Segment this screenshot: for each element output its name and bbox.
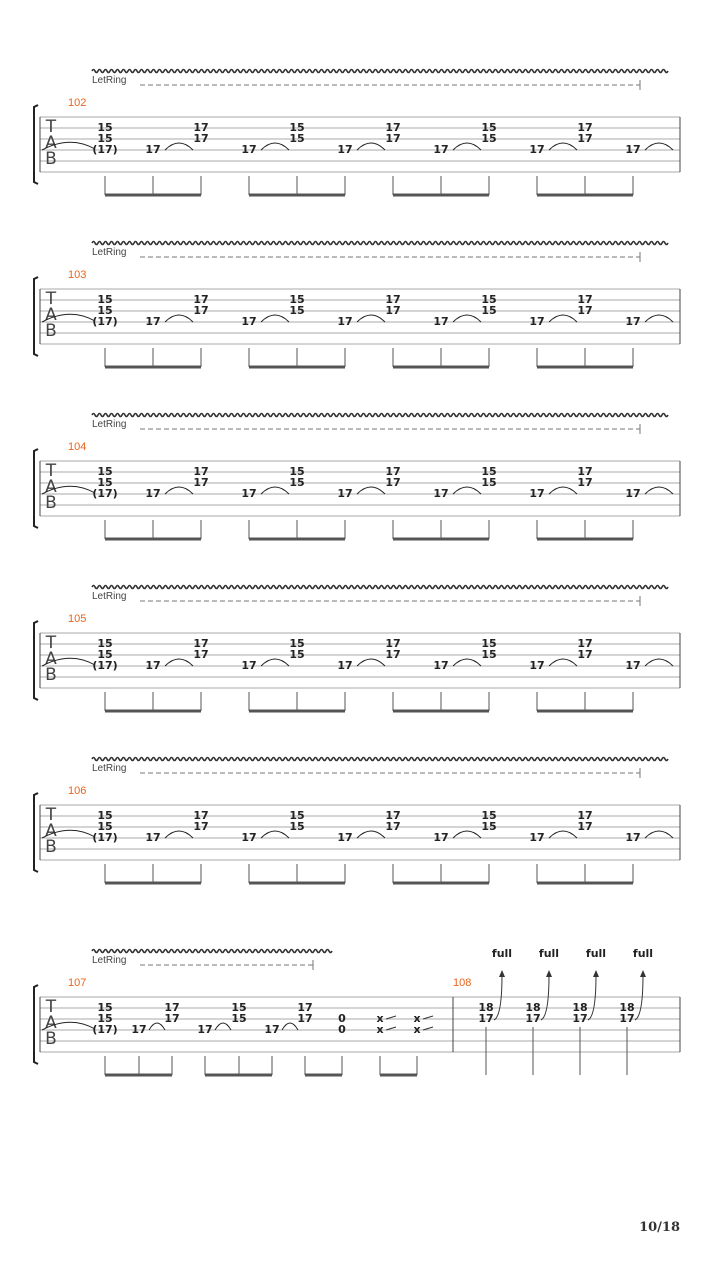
fret-number: 15	[289, 476, 305, 489]
vibrato-line	[92, 414, 668, 417]
fret-number: 15	[481, 809, 497, 822]
tab-system	[34, 758, 680, 884]
tie-arc	[261, 831, 289, 838]
fret-number: 17	[337, 315, 353, 328]
fret-number: (17)	[92, 1023, 118, 1036]
fret-number: 17	[529, 487, 545, 500]
tie-arc	[165, 315, 193, 322]
tie-arc	[261, 487, 289, 494]
fret-number: x	[413, 1012, 421, 1025]
tie-arc	[549, 487, 577, 494]
fret-number: 15	[97, 476, 113, 489]
vibrato-line	[92, 950, 332, 953]
fret-number: 17	[433, 831, 449, 844]
fret-number: 17	[145, 143, 161, 156]
fret-number: 17	[625, 831, 641, 844]
tab-clef-letter: A	[45, 477, 57, 497]
tab-system	[34, 242, 680, 368]
fret-number: x	[376, 1023, 384, 1036]
fret-number: 17	[529, 143, 545, 156]
tab-clef-letter: B	[45, 1029, 57, 1049]
tie-arc	[261, 315, 289, 322]
tab-clef-letter: A	[45, 133, 57, 153]
fret-number: 17	[337, 831, 353, 844]
let-ring-label: LetRing	[92, 955, 127, 966]
fret-number: (17)	[92, 487, 118, 500]
tab-clef-letter: T	[45, 461, 57, 481]
tie-arc	[645, 659, 673, 666]
page-number: 10/18	[639, 1220, 680, 1235]
fret-number: 15	[481, 637, 497, 650]
tab-clef-letter: A	[45, 821, 57, 841]
fret-number: 15	[481, 293, 497, 306]
tie-arc	[165, 831, 193, 838]
fret-number: 18	[572, 1001, 588, 1014]
measure-number: 108	[453, 977, 472, 989]
let-ring-label: LetRing	[92, 247, 127, 258]
tab-clef-letter: T	[45, 289, 57, 309]
tie-arc	[165, 143, 193, 150]
fret-number: 18	[619, 1001, 635, 1014]
vibrato-line	[92, 758, 668, 761]
fret-number: 15	[289, 304, 305, 317]
fret-number: 17	[193, 648, 209, 661]
fret-number: 17	[164, 1012, 180, 1025]
fret-number: 17	[193, 121, 209, 134]
fret-number: 17	[131, 1023, 147, 1036]
fret-number: 15	[97, 648, 113, 661]
fret-number: 18	[525, 1001, 541, 1014]
tab-system	[34, 947, 680, 1075]
fret-number: 17	[145, 487, 161, 500]
fret-number: 17	[385, 476, 401, 489]
tie-arc	[549, 659, 577, 666]
fret-number: 17	[385, 820, 401, 833]
fret-number: 17	[193, 809, 209, 822]
fret-number: 0	[338, 1023, 346, 1036]
tab-clef-letter: A	[45, 305, 57, 325]
bend-label: full	[585, 947, 607, 960]
fret-number: 15	[97, 293, 113, 306]
fret-number: 17	[625, 143, 641, 156]
fret-number: 17	[241, 831, 257, 844]
bend-arrowhead	[499, 970, 505, 977]
tab-system	[34, 586, 680, 712]
fret-number: 17	[145, 659, 161, 672]
tie-arc	[453, 487, 481, 494]
fret-number: 15	[97, 132, 113, 145]
let-ring-label: LetRing	[92, 763, 127, 774]
fret-number: 15	[289, 637, 305, 650]
fret-number: 17	[193, 293, 209, 306]
tie-arc	[261, 143, 289, 150]
fret-number: 17	[572, 1012, 588, 1025]
fret-number: 15	[231, 1001, 247, 1014]
fret-number: 17	[193, 132, 209, 145]
tie-arc	[453, 143, 481, 150]
fret-number: (17)	[92, 659, 118, 672]
bend-label: full	[491, 947, 513, 960]
tie-arc	[165, 659, 193, 666]
fret-number: 15	[289, 121, 305, 134]
bend-arrowhead	[640, 970, 646, 977]
fret-number: 17	[577, 820, 593, 833]
tab-clef-letter: T	[45, 805, 57, 825]
fret-number: 15	[481, 820, 497, 833]
fret-number: 17	[241, 143, 257, 156]
fret-number: 15	[97, 465, 113, 478]
tab-clef-letter: B	[45, 665, 57, 685]
tie-arc	[645, 831, 673, 838]
tie-arc	[165, 487, 193, 494]
fret-number: 17	[625, 487, 641, 500]
fret-number: 15	[481, 304, 497, 317]
fret-number: 17	[193, 304, 209, 317]
vibrato-line	[92, 586, 668, 589]
fret-number: 17	[385, 637, 401, 650]
measure-number: 106	[68, 785, 87, 797]
tab-system	[34, 70, 680, 196]
tie-arc	[215, 1023, 231, 1030]
fret-number: (17)	[92, 315, 118, 328]
let-ring-label: LetRing	[92, 419, 127, 430]
fret-number: 17	[529, 315, 545, 328]
tab-system	[34, 414, 680, 540]
bend-arrowhead	[546, 970, 552, 977]
fret-number: 15	[97, 637, 113, 650]
fret-number: 17	[577, 293, 593, 306]
fret-number: 15	[289, 465, 305, 478]
fret-number: 15	[97, 304, 113, 317]
fret-number: 15	[289, 809, 305, 822]
fret-number: 17	[145, 315, 161, 328]
fret-number: 17	[193, 637, 209, 650]
tab-clef-letter: T	[45, 997, 57, 1017]
fret-number: 17	[337, 143, 353, 156]
tab-clef-letter: T	[45, 633, 57, 653]
fret-number: 17	[385, 121, 401, 134]
bend-label: full	[632, 947, 654, 960]
tab-clef-letter: A	[45, 649, 57, 669]
tie-arc	[261, 659, 289, 666]
system-bracket	[34, 621, 38, 700]
fret-number: 17	[529, 831, 545, 844]
fret-number: 17	[433, 487, 449, 500]
fret-number: 17	[577, 304, 593, 317]
fret-number: 17	[577, 476, 593, 489]
fret-number: 17	[164, 1001, 180, 1014]
system-bracket	[34, 449, 38, 528]
fret-number: 17	[297, 1001, 313, 1014]
system-bracket	[34, 985, 38, 1064]
fret-number: 17	[577, 809, 593, 822]
fret-number: 17	[145, 831, 161, 844]
tab-clef-letter: B	[45, 493, 57, 513]
tab-clef-letter: B	[45, 837, 57, 857]
fret-number: 17	[625, 315, 641, 328]
fret-number: 17	[241, 487, 257, 500]
tie-arc	[357, 315, 385, 322]
fret-number: (17)	[92, 143, 118, 156]
fret-number: 17	[577, 121, 593, 134]
fret-number: 17	[337, 487, 353, 500]
tab-clef-letter: A	[45, 1013, 57, 1033]
tie-arc	[282, 1023, 298, 1030]
fret-number: 17	[385, 648, 401, 661]
fret-number: 17	[193, 465, 209, 478]
fret-number: 17	[433, 315, 449, 328]
fret-number: 17	[241, 659, 257, 672]
fret-number: 15	[231, 1012, 247, 1025]
fret-number: 17	[193, 820, 209, 833]
fret-number: 15	[289, 820, 305, 833]
tie-arc	[357, 143, 385, 150]
fret-number: (17)	[92, 831, 118, 844]
fret-number: 18	[478, 1001, 494, 1014]
fret-number: 17	[264, 1023, 280, 1036]
fret-number: 17	[197, 1023, 213, 1036]
fret-number: 15	[97, 820, 113, 833]
fret-number: 17	[385, 132, 401, 145]
fret-number: 17	[433, 143, 449, 156]
measure-number: 105	[68, 613, 87, 625]
fret-number: 15	[481, 476, 497, 489]
fret-number: 17	[478, 1012, 494, 1025]
bend-arrowhead	[593, 970, 599, 977]
fret-number: x	[376, 1012, 384, 1025]
measure-number: 104	[68, 441, 87, 453]
measure-number: 102	[68, 97, 87, 109]
fret-number: 15	[97, 1001, 113, 1014]
tie-arc	[357, 659, 385, 666]
tie-arc	[357, 487, 385, 494]
fret-number: 17	[577, 648, 593, 661]
tie-arc	[645, 315, 673, 322]
fret-number: 17	[241, 315, 257, 328]
let-ring-label: LetRing	[92, 591, 127, 602]
fret-number: 17	[577, 465, 593, 478]
fret-number: 17	[577, 637, 593, 650]
tie-arc	[549, 831, 577, 838]
bend-label: full	[538, 947, 560, 960]
fret-number: 17	[193, 476, 209, 489]
fret-number: 15	[481, 465, 497, 478]
fret-number: 15	[481, 648, 497, 661]
fret-number: 0	[338, 1012, 346, 1025]
fret-number: x	[413, 1023, 421, 1036]
fret-number: 15	[289, 132, 305, 145]
fret-number: 17	[337, 659, 353, 672]
fret-number: 17	[385, 304, 401, 317]
tab-clef-letter: T	[45, 117, 57, 137]
tie-arc	[549, 143, 577, 150]
fret-number: 17	[619, 1012, 635, 1025]
fret-number: 17	[385, 293, 401, 306]
system-bracket	[34, 277, 38, 356]
tie-arc	[453, 315, 481, 322]
fret-number: 15	[481, 121, 497, 134]
fret-number: 15	[289, 293, 305, 306]
fret-number: 17	[385, 465, 401, 478]
fret-number: 17	[433, 659, 449, 672]
system-bracket	[34, 105, 38, 184]
measure-number: 103	[68, 269, 87, 281]
let-ring-label: LetRing	[92, 75, 127, 86]
measure-number: 107	[68, 977, 87, 989]
fret-number: 15	[481, 132, 497, 145]
fret-number: 15	[97, 809, 113, 822]
tie-arc	[149, 1023, 165, 1030]
fret-number: 17	[625, 659, 641, 672]
fret-number: 17	[577, 132, 593, 145]
tie-arc	[549, 315, 577, 322]
tie-arc	[357, 831, 385, 838]
tie-arc	[645, 487, 673, 494]
fret-number: 17	[385, 809, 401, 822]
tie-arc	[453, 831, 481, 838]
fret-number: 17	[297, 1012, 313, 1025]
fret-number: 15	[97, 1012, 113, 1025]
fret-number: 17	[529, 659, 545, 672]
fret-number: 15	[97, 121, 113, 134]
system-bracket	[34, 793, 38, 872]
tab-clef-letter: B	[45, 149, 57, 169]
fret-number: 15	[289, 648, 305, 661]
vibrato-line	[92, 70, 668, 73]
vibrato-line	[92, 242, 668, 245]
tie-arc	[645, 143, 673, 150]
tab-clef-letter: B	[45, 321, 57, 341]
tie-arc	[453, 659, 481, 666]
fret-number: 17	[525, 1012, 541, 1025]
